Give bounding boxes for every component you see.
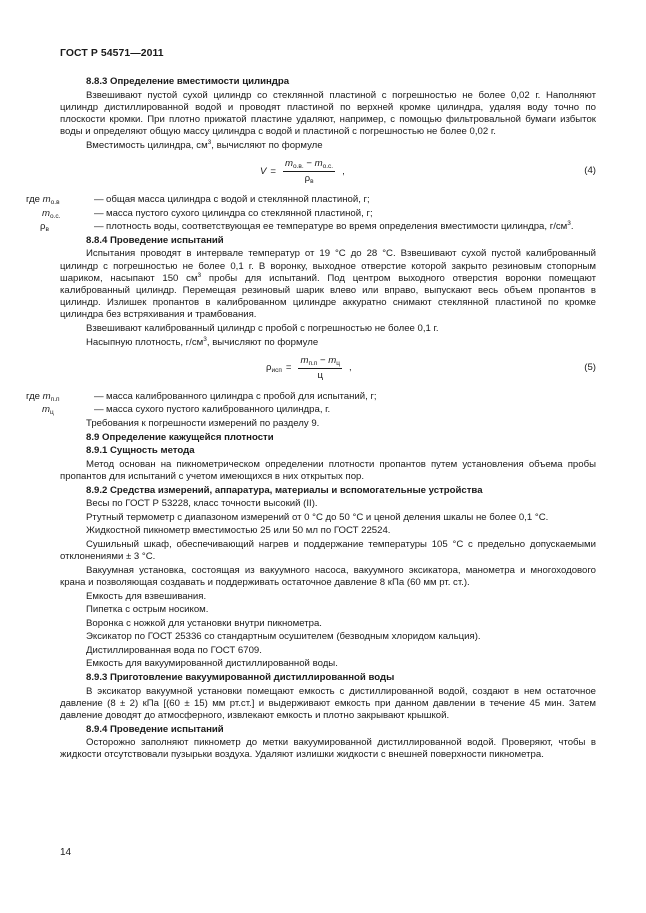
formula-5-numerator [298, 355, 342, 369]
definition-dash: — [94, 390, 104, 402]
definition-symbol [26, 404, 94, 416]
definition-text: общая масса цилиндра с водой и стеклянной пластиной, г; [106, 194, 370, 205]
definition-dash: — [94, 207, 104, 219]
definition-text: масса калиброванного цилиндра с пробой для испытаний, г; [106, 390, 377, 402]
formula-5-comma: , [349, 362, 352, 374]
definition-text: масса сухого пустого калиброванного цилиндра, г. [106, 404, 331, 416]
symbol: m [314, 158, 323, 169]
text: Испытания проводят в интервале температур от 19 °С до 28 °С. Взвешивают сухой пустой калиброванный цилиндр с погрешностью не более 0,1 г. В воронку, выходное отверстие которой закрыто резиновым стопорным шариком, насыпают 150 см [60, 248, 596, 284]
text: пробы для испытаний. Под центром выходного отверстия воронки помещают калиброванный цилиндр. Перемещая резиновый шарик влево или вправо, выпускают весь объем пропантов в цилиндр. Излишек пропантов в калиброванном цилиндре аккуратно снимают стеклянной пластиной по кромке цилиндра без встряхивания и трамбования. [60, 272, 596, 321]
symbol: ρ [266, 362, 272, 374]
symbol: m [42, 207, 50, 219]
heading-8-8-4: 8.8.4 Проведение испытаний [86, 234, 224, 246]
definition-m-ov [26, 194, 596, 206]
formula-4-numerator [283, 158, 335, 172]
operator: − [303, 158, 315, 169]
formula-5 [60, 353, 596, 387]
paragraph-method-essence: Метод основан на пикнометрическом определении плотности пропантов путем установления объема пробы пропантов для испытаний с учетом имеющихся в них открытых пор. [60, 458, 596, 482]
equipment-item: Весы по ГОСТ Р 53228, класс точности высокий (II). [86, 498, 318, 510]
symbol: ρ [40, 221, 46, 233]
paragraph-accuracy-ref: Требования к погрешности измерений по разделу 9. [86, 417, 320, 429]
paragraph-8-8-3-procedure: Взвешивают пустой сухой цилиндр со стеклянной пластиной с погрешностью не более 0,02 г. Наполняют цилиндр дистиллированной водой и проводят пластиной по верхней кромке цилиндра, удаляя воду точно по плоскости кромки. При плотно прижатой пластине удаляют, например, с помощью фильтровальной бумаги избыток воды и определяют общую массу цилиндра с водой и пластиной с погрешностью не более 0,02 г. [60, 89, 596, 138]
symbol: m [42, 390, 51, 402]
subscript: о.с. [322, 163, 334, 170]
definition-m-pp [26, 391, 596, 403]
operator: − [317, 354, 329, 366]
symbol: ρ [304, 173, 311, 185]
text: Вместимость цилиндра, см [86, 139, 208, 151]
definition-dash: — [94, 221, 104, 233]
subscript: о.в. [293, 163, 304, 170]
formula-4-equals: = [270, 165, 277, 177]
text: , вычисляют по формуле [211, 139, 323, 151]
equipment-item: Пипетка с острым носиком. [86, 604, 209, 616]
formula-5-lhs [266, 362, 282, 374]
definition-dash: — [94, 194, 104, 205]
definition-symbol [26, 194, 94, 206]
definition-symbol [26, 208, 94, 220]
page-number: 14 [60, 847, 72, 858]
paragraph-8-8-4-procedure [60, 248, 596, 321]
symbol: m [285, 158, 294, 169]
equipment-item: Вакуумная установка, состоящая из вакуумного насоса, вакуумного эксикатора, манометра и многоходового крана и позволяющая создавать и поддерживать остаточное давление 8 кПа (60 мм рт. ст.). [60, 564, 596, 588]
standard-header: ГОСТ Р 54571—2011 [60, 48, 164, 59]
symbol: m [42, 194, 51, 205]
text: плотность воды, соответствующая ее температуре во время определения вместимости цилиндра, г/см [106, 221, 568, 233]
subscript: о.с. [50, 212, 61, 220]
equipment-item: Емкость для вакуумированной дистиллированной воды. [86, 658, 338, 670]
subscript: о.в [50, 199, 60, 206]
subscript: п.п [50, 395, 60, 403]
subscript: исп [271, 367, 282, 375]
equipment-item: Эксикатор по ГОСТ 25336 со стандартным осушителем (безводным хлоридом кальция). [86, 631, 481, 643]
symbol: m [328, 354, 337, 366]
subscript: в [45, 226, 49, 234]
definition-text: масса пустого сухого цилиндра со стеклянной пластиной, г; [106, 207, 373, 219]
subscript: ц [336, 359, 341, 367]
definition-dash: — [94, 404, 104, 416]
equipment-item: Ртутный термометр с диапазоном измерений от 0 °С до 50 °С и ценой деления шкалы не более 0,1 °С. [86, 511, 549, 523]
text: , вычисляют по формуле [206, 336, 319, 348]
superscript: 3 [197, 271, 202, 279]
heading-8-9-4: 8.9.4 Проведение испытаний [86, 723, 224, 735]
formula-4-number: (4) [584, 165, 596, 176]
formula-4-fraction [283, 158, 335, 185]
paragraph-pycnometer-fill: Осторожно заполняют пикнометр до метки вакуумированной дистиллированной водой. Проверяют, чтобы в жидкости отсутствовали пузырьки воздуха. Удаляют излишки жидкости с внешней поверхности пикнометра. [60, 737, 596, 761]
paragraph-weigh: Взвешивают калиброванный цилиндр с пробой с погрешностью не более 0,1 г. [86, 322, 439, 334]
paragraph-vacuum-water: В эксикатор вакуумной установки помещают емкость с дистиллированной водой, создают в нем остаточное давление (8 ± 2) кПа [(60 ± 15) мм рт.ст.] и выдерживают емкость при данном давлении в течение 45 мин. Затем давление доводят до атмосферного, извлекают емкость и плотно закрывают крышкой. [60, 685, 596, 722]
heading-8-9-1: 8.9.1 Сущность метода [86, 445, 195, 457]
formula-4 [60, 156, 596, 190]
superscript: 3 [567, 220, 571, 228]
formula-4-comma: , [342, 165, 345, 177]
superscript: 3 [207, 138, 212, 146]
subscript: п.п [308, 359, 318, 367]
text: . [570, 221, 574, 233]
formula-5-equals: = [285, 362, 292, 374]
equipment-item: Жидкостной пикнометр вместимостью 25 или 50 мл по ГОСТ 22524. [86, 525, 391, 537]
heading-8-9-3: 8.9.3 Приготовление вакуумированной дистиллированной воды [86, 672, 395, 684]
where-word: где [26, 194, 43, 205]
subscript: в [310, 178, 314, 186]
heading-8-9-2: 8.9.2 Средства измерений, аппаратура, материалы и вспомогательные устройства [86, 484, 483, 496]
equipment-item: Дистиллированная вода по ГОСТ 6709. [86, 644, 262, 656]
superscript: 3 [203, 335, 207, 343]
definition-symbol [26, 221, 94, 233]
definition-m-c [26, 404, 596, 416]
equipment-item: Емкость для взвешивания. [86, 590, 207, 602]
formula-4-body [260, 158, 345, 185]
definition-m-os [26, 208, 596, 220]
text: Насыпную плотность, г/см [86, 336, 204, 348]
definition-rho-v [26, 221, 596, 233]
formula-5-number: (5) [584, 361, 596, 373]
heading-8-9: 8.9 Определение кажущейся плотности [86, 431, 274, 443]
formula-4-denominator [305, 172, 314, 185]
formula-4-lhs: V [260, 165, 267, 177]
page-content [26, 76, 596, 763]
subscript: ц [50, 409, 54, 417]
paragraph-capacity-intro [60, 140, 596, 152]
where-word: где [26, 390, 43, 402]
equipment-item: Воронка с ножкой для установки внутри пикнометра. [86, 617, 322, 629]
formula-5-fraction [298, 355, 342, 382]
definition-text [106, 221, 596, 233]
definition-symbol [26, 391, 94, 403]
paragraph-bulk-density-intro [60, 337, 596, 349]
formula-5-body [266, 355, 352, 382]
symbol: m [42, 404, 50, 416]
symbol: m [300, 354, 309, 366]
equipment-item: Сушильный шкаф, обеспечивающий нагрев и поддержание температуры 105 °С с предельно допускаемыми отклонениями ± 3 °С. [60, 538, 596, 563]
formula-5-denominator: ц [317, 369, 323, 381]
heading-8-8-3: 8.8.3 Определение вместимости цилиндра [86, 76, 290, 87]
